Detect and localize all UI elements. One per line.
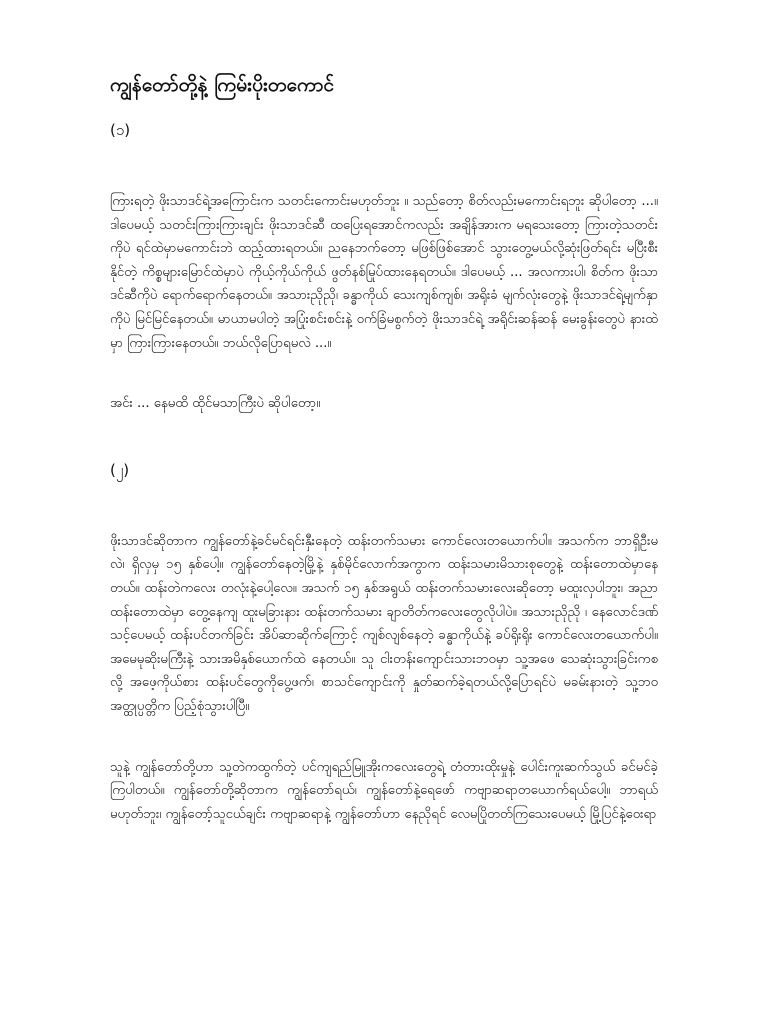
section-number-2: (၂) — [110, 460, 130, 479]
section-number-1: (၁) — [110, 121, 131, 139]
section-1-paragraph-1: ကြားရတဲ့ ဖိုးသာဒင်ရဲ့အကြောင်းက သတင်းကောင်းမဟုတ်ဘူး ။ သည်တော့ စိတ်လည်းမကောင်းရဘူး ဆိုပါတော့ ...။ ဒါပေမယ့် သတင်းကြားကြားချင်း ဖိုးသာဒင်ဆီ ထပြေးရအောင်ကလည်း အချိန်အားက မရသေးတော့ ကြားတဲ့သတင်းကိုပဲ ရင်ထဲမှာမကောင်းဘဲ ထည့်ထားရတယ်။ ညနေဘက်တော့ မဖြစ်ဖြစ်အောင် သွားတွေ့မယ်လို့ဆုံးဖြတ်ရင်း မပြီးစီးနိုင်တဲ့ ကိစ္စများမြောင်ထဲမှာပဲ ကိုယ့်ကိုယ်ကိုယ် ဖွတ်နစ်မြုပ်ထားနေရတယ်။ ဒါပေမယ့် ... အလကားပါ၊ စိတ်က ဖိုးသာဒင်ဆီကိုပဲ ရောက်ရောက်နေတယ်။ အသားညိုညို၊ ခန္ဓာကိုယ် သေးကျစ်ကျစ်၊ အရိုးခံ မျက်လုံးတွေနဲ့ ဖိုးသာဒင်ရဲ့မျက်နှာကိုပဲ မြင်မြင်နေတယ်။ မာယာမပါတဲ့ အပြုံးစင်းစင်းနဲ့ ဝက်ခြံမစွက်တဲ့ ဖိုးသာဒင်ရဲ့ အရိုင်းဆန်ဆန် မေးခွန်းတွေပဲ နားထဲမှာ ကြားကြားနေတယ်။ ဘယ်လိုပြောရမလဲ ...။ — [110, 194, 658, 351]
document-page — [110, 70, 658, 1024]
section-2-paragraph-1: ဖိုးသာဒင်ဆိုတာက ကျွန်တော်နဲ့ခင်မင်ရင်းနှီးနေတဲ့ ထန်းတက်သမား ကောင်လေးတယောက်ပါ။ အသက်က ဘာရှိဦးမလဲ၊ ရှိလှမှ ၁၅ နှစ်ပေါ့။ ကျွန်တော်နေတဲ့မြို့နဲ့ နှစ်မိုင်လောက်အကွာက ထန်းသမားမိသားစုတွေနဲ့ ထန်းတောထဲမှာနေတယ်။ ထန်းတဲကလေး တလုံးနဲ့ပေါ့လေ။ အသက် ၁၅ နှစ်အရွယ် ထန်းတက်သမားလေးဆိုတော့ မထူးလှပါဘူး၊ အညာထန်းတောထဲမှာ တွေ့နေကျ ထူးမခြားနား ထန်းတက်သမား ချာတိတ်ကလေးတွေလိုပါပဲ။ အသားညိုညို ၊ နေလောင်ဒဏ်သင့်ပေမယ့် ထန်းပင်တက်ခြင်း အိပ်ဆာဆိုက်ကြောင့် ကျစ်လျစ်နေတဲ့ ခန္ဓာကိုယ်နဲ့ ခပ်ရိုးရိုး ကောင်လေးတယောက်ပါ။ အမေမုဆိုးမကြီးနဲ့ သားအမိနှစ်ယောက်ထဲ နေတယ်။ သူ ငါးတန်းကျောင်းသားဘဝမှာ သူ့အဖေ သေဆုံးသွားခြင်းကစလို့ အဖေ့ကိုယ်စား ထန်းပင်တွေကိုပွေ့ဖက်၊ စာသင်ကျောင်းကို နှုတ်ဆက်ခဲ့ရတယ်လို့ပြောရင်ပဲ မခမ်းနားတဲ့ သူ့ဘဝအတ္ထုပ္ပတ္တိက ပြည့်စုံသွားပါပြီ။ — [110, 533, 658, 714]
section-2-paragraph-2: သူနဲ့ ကျွန်တော်တို့ဟာ သူ့တဲကထွက်တဲ့ ပင်ကျရည်မြူအိုးကလေးတွေရဲ့ တံတားထိုးမှုနဲ့ ပေါင်းကူးဆက်သွယ် ခင်မင်ခဲ့ကြပါတယ်။ ကျွန်တော်တို့ဆိုတာက ကျွန်တော်ရယ်၊ ကျွန်တော်နဲ့ရေဖော် ကဗျာဆရာတယောက်ရယ်ပေါ့။ ဘာရယ်မဟုတ်ဘူး၊ ကျွန်တော့်သူငယ်ချင်း ကဗျာဆရာနဲ့ ကျွန်တော်ဟာ နေညိုရင် လေမပြိုတတ်ကြသေးပေမယ့် မြို့ပြင်နဲ့ဝေးရာ — [110, 759, 658, 822]
section-1-paragraph-2: အင်း ... နေမထိ ထိုင်မသာကြီးပဲ ဆိုပါတော့။ — [110, 396, 321, 412]
document-title: ကျွန်တော်တို့နဲ့ ကြမ်းပိုးတကောင် — [110, 74, 335, 96]
